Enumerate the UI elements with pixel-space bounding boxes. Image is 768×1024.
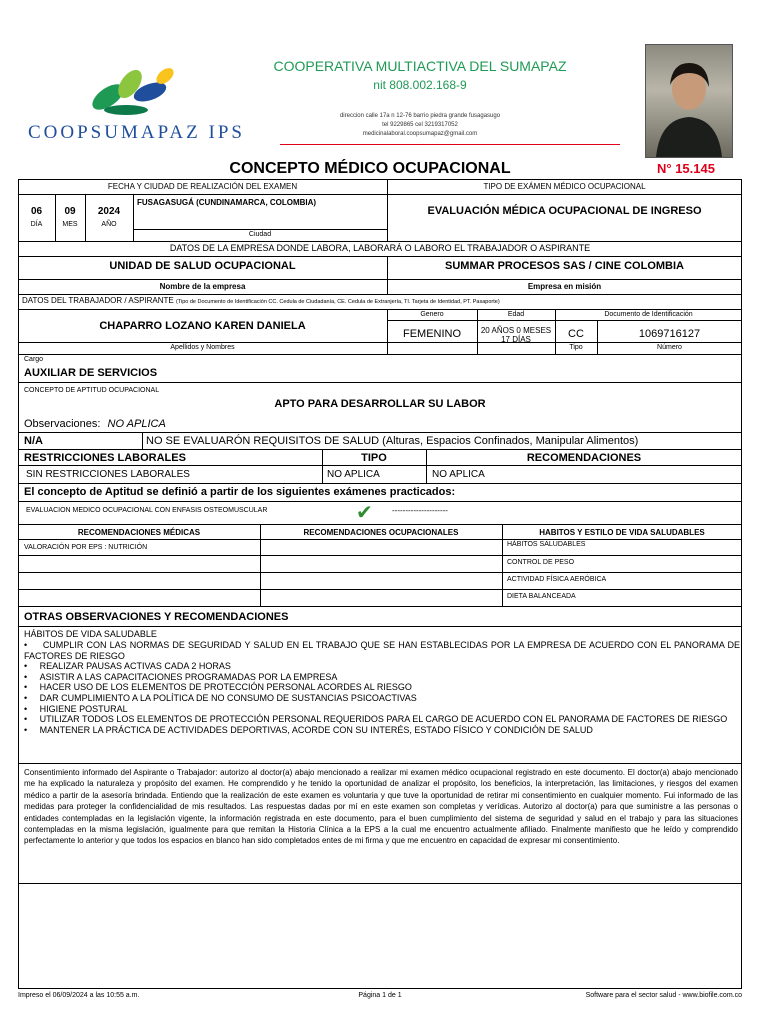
- worker-name-label: Apellidos y Nombres: [170, 344, 235, 351]
- footer-printed: Impreso el 06/09/2024 a las 10:55 a.m.: [18, 992, 140, 999]
- footer-page: Página 1 de 1: [358, 992, 402, 999]
- company-name-label: Nombre de la empresa: [159, 282, 246, 291]
- aptitude-label: CONCEPTO DE APTITUD OCUPACIONAL: [24, 387, 160, 394]
- consent-text: Consentimiento informado del Aspirante o Trabajador: autorizo al doctor(a) abajo mencionado a realizar mi examen médico ocupacional registrado en este documento. El doctor(a) abajo mencionado me ha explicado la naturaleza y propósito del examen. He comprendido y he tenido la oportunidad de analizar el propósito, los beneficios, la interpretación, las limitaciones, y riesgos del examen médico a partir de la asesoría brindada. Entiendo que la realización de este examen es voluntaria y que tuve la oportunidad de retirar mi consentimiento en cualquier momento. Fui informado de las medidas para proteger la confidencialidad de mis resultados. Las respuestas dadas por mí en este examen son completas y verídicas. Autorizo al doctor(a) para que suministre a las personas o entidades contempladas en la legislación vigente, la información registrada en este documento, para el buen cumplimiento del sistema de seguridad y salud en el trabajo y para las situaciones contempladas en la misma legislación, igualmente para que remitan la Historia Clínica a la EPS a la cual me encuentro actualmente afiliado. Finalmente manifiesto que he leído y comprendido perfectamente lo anterior y que todos los espacios en blanco han sido completados entes de mi firma y que me encuentro en capacidad de expresar mi consentimiento.: [24, 768, 738, 846]
- worker-header-title: DATOS DEL TRABAJADOR / ASPIRANTE: [22, 296, 174, 305]
- exam-type-value: EVALUACIÓN MÉDICA OCUPACIONAL DE INGRESO: [427, 205, 702, 217]
- aptitude-value: APTO PARA DESARROLLAR SU LABOR: [274, 398, 486, 410]
- company-name: UNIDAD DE SALUD OCUPACIONAL: [109, 260, 296, 272]
- company-mission: SUMMAR PROCESOS SAS / CINE COLOMBIA: [445, 260, 684, 272]
- worker-doc-type-label: Tipo: [569, 344, 583, 351]
- company-mission-label: Empresa en misión: [527, 282, 602, 291]
- worker-gender: FEMENINO: [402, 328, 462, 340]
- restrictions-type-header: TIPO: [361, 452, 387, 464]
- medical-recommendations-header: RECOMENDACIONES MÉDICAS: [77, 528, 201, 537]
- list-item: • REALIZAR PAUSAS ACTIVAS CADA 2 HORAS: [24, 661, 231, 672]
- header-rule: [280, 144, 620, 145]
- worker-age-label: Edad: [507, 311, 525, 318]
- worker-doc-number: 1069716127: [638, 328, 701, 340]
- requirements-code: N/A: [24, 435, 43, 447]
- cooperative-email: medicinalaboral.coopsumapaz@gmail.com: [362, 131, 478, 137]
- restrictions-recommendations-header: RECOMENDACIONES: [526, 452, 642, 464]
- document-number: N° 15.145: [657, 161, 715, 176]
- cooperative-nit: nit 808.002.168-9: [373, 78, 467, 92]
- restrictions-recommendations-value: NO APLICA: [432, 469, 485, 480]
- worker-header: [22, 296, 738, 305]
- exam-city-label: Ciudad: [248, 231, 272, 238]
- medical-recommendation-row: VALORACIÓN POR EPS : NUTRICIÓN: [24, 544, 148, 551]
- worker-name: CHAPARRO LOZANO KAREN DANIELA: [99, 320, 306, 332]
- company-header: DATOS DE LA EMPRESA DONDE LABORA, LABORARÁ O LABORO EL TRABAJADOR O ASPIRANTE: [169, 243, 591, 253]
- worker-doc-type: CC: [568, 328, 584, 340]
- patient-photo: [645, 44, 733, 158]
- exams-header: El concepto de Aptitud se definió a partir de los siguientes exámenes practicados:: [24, 486, 456, 498]
- list-item: • DAR CUMPLIMIENTO A LA POLÍTICA DE NO CONSUMO DE SUSTANCIAS PSICOACTIVAS: [24, 692, 417, 703]
- other-observations-header: OTRAS OBSERVACIONES Y RECOMENDACIONES: [24, 611, 289, 623]
- exam-date-header: FECHA Y CIUDAD DE REALIZACIÓN DEL EXAMEN: [107, 182, 298, 191]
- exam-day-label: DÍA: [30, 221, 43, 228]
- list-item: • CUMPLIR CON LAS NORMAS DE SEGURIDAD Y SALUD EN EL TRABAJO QUE SE HAN ESTABLECIDAS POR LA EMPRESA DE ACUERDO CON EL PANORAMA DE FACTORES DE RIESGO: [24, 640, 740, 661]
- habit-row: CONTROL DE PESO: [507, 559, 575, 566]
- worker-age-line2: 17 DÍAS: [501, 335, 531, 344]
- worker-gender-label: Genero: [420, 311, 444, 318]
- worker-position-label: Cargo: [24, 356, 44, 363]
- list-item: • UTILIZAR TODOS LOS ELEMENTOS DE PROTECCIÓN PERSONAL REQUERIDOS PARA EL CARGO DE ACUERDO CON EL PANORAMA DE FACTORES DE RIESGO: [24, 714, 728, 725]
- worker-doc-label: Documento de Identificación: [604, 311, 693, 318]
- restrictions-header: RESTRICCIONES LABORALES: [24, 452, 186, 464]
- exam-item: EVALUACION MEDICO OCUPACIONAL CON ENFASIS OSTEOMUSCULAR: [26, 507, 268, 514]
- exam-day: 06: [30, 206, 43, 217]
- list-item: • ASISTIR A LAS CAPACITACIONES PROGRAMADAS POR LA EMPRESA: [24, 671, 338, 682]
- person-photo-icon: [646, 45, 732, 157]
- logo-text: COOPSUMAPAZ IPS: [28, 122, 245, 143]
- list-item: • MANTENER LA PRÁCTICA DE ACTIVIDADES DEPORTIVAS, ACORDE CON SU INTERÉS, ESTADO FÍSICO Y CONDICIÓN DE SALUD: [24, 724, 593, 735]
- exam-year: 2024: [97, 206, 121, 217]
- page-title: CONCEPTO MÉDICO OCUPACIONAL: [229, 160, 511, 177]
- list-item: • HIGIENE POSTURAL: [24, 703, 128, 714]
- requirements-text: NO SE EVALUARÓN REQUISITOS DE SALUD (Alturas, Espacios Confinados, Manipular Alimentos): [146, 435, 639, 447]
- cooperative-name: COOPERATIVA MULTIACTIVA DEL SUMAPAZ: [273, 58, 567, 74]
- exam-month: 09: [64, 206, 76, 217]
- observations-value: NO APLICA: [107, 418, 166, 430]
- exam-type-header: TIPO DE EXÁMEN MÉDICO OCUPACIONAL: [483, 182, 646, 191]
- occupational-recommendations-header: RECOMENDACIONES OCUPACIONALES: [303, 528, 459, 537]
- leaf-logo-icon: [70, 52, 190, 120]
- exam-city: FUSAGASUGÁ (CUNDINAMARCA, COLOMBIA): [137, 198, 317, 207]
- observations-label: Observaciones:: [24, 418, 101, 430]
- restrictions-value: SIN RESTRICCIONES LABORALES: [26, 469, 190, 480]
- restrictions-type-value: NO APLICA: [327, 469, 380, 480]
- habits-header: HABITOS Y ESTILO DE VIDA SALUDABLES: [539, 528, 705, 537]
- exam-year-label: AÑO: [101, 221, 117, 228]
- habit-row: HÁBITOS SALUDABLES: [507, 541, 586, 548]
- worker-header-note: (Tipo de Documento de Identificación CC. Cedula de Ciudadanía, CE. Cedula de Extranjería, TI. Tarjeta de Identidad, PT. Pasaporte): [175, 299, 500, 305]
- worker-age-line1: 20 AÑOS 0 MESES: [480, 326, 552, 335]
- other-observations-list: [24, 640, 740, 735]
- worker-doc-number-label: Número: [657, 344, 682, 351]
- check-icon: ✔: [356, 502, 373, 524]
- exam-month-label: MES: [62, 221, 78, 228]
- footer-software: Software para el sector salud - www.biofile.com.co: [585, 992, 742, 999]
- exam-dashes: ---------------------: [392, 506, 448, 515]
- habit-row: ACTIVIDAD FÍSICA AERÓBICA: [507, 576, 607, 583]
- other-observations-intro: HÁBITOS DE VIDA SALUDABLE: [24, 629, 157, 639]
- worker-position: AUXILIAR DE SERVICIOS: [24, 367, 158, 379]
- list-item: • HACER USO DE LOS ELEMENTOS DE PROTECCIÓN PERSONAL ACORDES AL RIESGO: [24, 682, 412, 693]
- aptitude-observations: [24, 418, 166, 430]
- cooperative-address: direccion calle 17a n 12-76 barrio piedra grande fusagasugo: [339, 113, 501, 119]
- cooperative-phone: tel 9229865 cel 3219317052: [382, 122, 458, 128]
- habit-row: DIETA BALANCEADA: [507, 593, 576, 600]
